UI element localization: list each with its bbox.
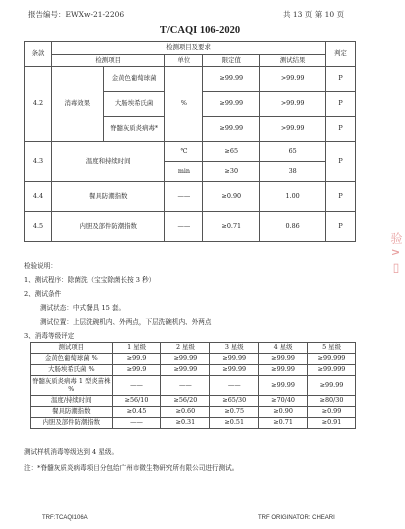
- judgement: P: [326, 117, 356, 142]
- unit-celsius: ℃: [165, 142, 203, 162]
- grade-cell: ≥0.60: [161, 407, 210, 418]
- limit-value: ≥0.71: [203, 212, 260, 242]
- note-test-conditions: 2、测试条件: [24, 290, 62, 298]
- note-test-state: 测试状态：中式餐具 15 套。: [40, 304, 126, 312]
- limit-value: ≥30: [203, 162, 260, 182]
- test-value: >99.99: [260, 117, 326, 142]
- conclusion: [24, 448, 364, 473]
- judgement: P: [326, 182, 356, 212]
- sub-item: 大肠埃希氏菌: [103, 92, 165, 117]
- footer-right: TRF ORIGINATOR: CHEARI: [258, 515, 335, 521]
- page-info: 共 13 页 第 10 页: [283, 10, 345, 19]
- grade-cell: ≥99.99: [210, 365, 259, 376]
- grade-cell: ≥56/20: [161, 396, 210, 407]
- item-temperature-duration: 温度和持续时间: [51, 142, 165, 182]
- header-items-requirements: 检测项目及要求: [51, 42, 325, 55]
- clause-4-3: 4.3: [25, 142, 52, 182]
- sub-item: 脊髓灰质炎病毒*: [103, 117, 165, 142]
- header-test-item: 检测项目: [51, 55, 165, 67]
- item-liner-moisture-index: 内胆及部件防潮指数: [51, 212, 165, 242]
- grade-cell: ≥99.99: [308, 376, 356, 396]
- stamp-fragment: 验 ∧ ▯: [389, 232, 403, 275]
- grade-row-label: 金黄色葡萄球菌 %: [31, 354, 113, 365]
- grade-header: 1 星级: [112, 343, 161, 354]
- conclusion-grade: 测试样机消毒等级达到 4 星级。: [24, 448, 119, 456]
- test-value: >99.99: [260, 92, 326, 117]
- grade-table: [30, 342, 356, 429]
- clause-4-2: 4.2: [25, 67, 52, 142]
- grade-cell: ≥99.99: [161, 365, 210, 376]
- limit-value: ≥99.99: [203, 117, 260, 142]
- document-title: T/CAQI 106-2020: [159, 25, 241, 36]
- header-unit: 单位: [165, 55, 203, 67]
- grade-row-label: 大肠埃希氏菌 %: [31, 365, 113, 376]
- item-tableware-moisture-index: 餐具防潮指数: [51, 182, 165, 212]
- header-clause: 条款: [25, 42, 52, 67]
- limit-value: ≥99.99: [203, 67, 260, 92]
- grade-row-label: 内胆及部件防潮指数: [31, 418, 113, 429]
- grade-cell: ≥70/40: [259, 396, 308, 407]
- grade-cell: ≥99.9: [112, 365, 161, 376]
- inspection-notes: [24, 262, 364, 341]
- grade-cell: ≥0.45: [112, 407, 161, 418]
- grade-cell: ≥65/30: [210, 396, 259, 407]
- grade-header: 5 星级: [308, 343, 356, 354]
- item-disinfection-effect: 消毒效果: [51, 67, 103, 142]
- conclusion-subcontract-note: 注：*脊髓灰质炎病毒项目分包给广州市微生物研究所有限公司进行测试。: [24, 464, 239, 472]
- judgement: P: [326, 212, 356, 242]
- test-result-table: [24, 41, 356, 242]
- test-value: 1.00: [260, 182, 326, 212]
- grade-header: 测试项目: [31, 343, 113, 354]
- note-test-position: 测试位置：上层洗碗机内、外两点，下层洗碗机内、外两点: [40, 318, 212, 326]
- grade-cell: ≥0.71: [259, 418, 308, 429]
- grade-cell: ——: [161, 376, 210, 396]
- judgement: P: [326, 142, 356, 182]
- grade-row-label: 温度/持续时间: [31, 396, 113, 407]
- clause-4-4: 4.4: [25, 182, 52, 212]
- test-value: 0.86: [260, 212, 326, 242]
- report-number: 报告编号：EWXw-21-2206: [28, 10, 125, 19]
- test-value: 38: [260, 162, 326, 182]
- footer-left: TRF:TCAQI106A: [42, 515, 88, 521]
- grade-cell: ≥0.99: [308, 407, 356, 418]
- notes-heading: 检验说明：: [24, 262, 57, 270]
- sub-item: 金黄色葡萄球菌: [103, 67, 165, 92]
- test-value: 65: [260, 142, 326, 162]
- note-grade-evaluation: 3、消毒等级评定: [24, 332, 75, 340]
- grade-header: 4 星级: [259, 343, 308, 354]
- grade-cell: ≥0.75: [210, 407, 259, 418]
- header-limit: 限定值: [203, 55, 260, 67]
- limit-value: ≥0.90: [203, 182, 260, 212]
- grade-cell: ——: [112, 418, 161, 429]
- grade-cell: ——: [210, 376, 259, 396]
- grade-cell: ≥99.9: [112, 354, 161, 365]
- grade-row-label: 脊髓灰质炎病毒 1 型炎苗株 %: [31, 376, 113, 396]
- grade-cell: ≥99.999: [308, 365, 356, 376]
- grade-header: 3 星级: [210, 343, 259, 354]
- grade-row-label: 餐具防潮指数: [31, 407, 113, 418]
- grade-cell: ≥99.99: [259, 365, 308, 376]
- grade-cell: ≥0.51: [210, 418, 259, 429]
- judgement: P: [326, 92, 356, 117]
- clause-4-5: 4.5: [25, 212, 52, 242]
- test-value: >99.99: [260, 67, 326, 92]
- grade-cell: ≥0.31: [161, 418, 210, 429]
- header-judgement: 判定: [326, 42, 356, 67]
- grade-cell: ≥99.99: [259, 354, 308, 365]
- grade-cell: ≥0.90: [259, 407, 308, 418]
- judgement: P: [326, 67, 356, 92]
- unit-dash: ——: [165, 212, 203, 242]
- limit-value: ≥99.99: [203, 92, 260, 117]
- grade-cell: ≥99.99: [161, 354, 210, 365]
- grade-cell: ≥0.91: [308, 418, 356, 429]
- limit-value: ≥65: [203, 142, 260, 162]
- grade-cell: ≥56/10: [112, 396, 161, 407]
- grade-header: 2 星级: [161, 343, 210, 354]
- unit-dash: ——: [165, 182, 203, 212]
- grade-cell: ≥80/30: [308, 396, 356, 407]
- unit-minutes: min: [165, 162, 203, 182]
- grade-cell: ≥99.999: [308, 354, 356, 365]
- header-test-result: 测试结果: [260, 55, 326, 67]
- grade-cell: ≥99.99: [259, 376, 308, 396]
- unit-percent: %: [165, 67, 203, 142]
- note-test-program: 1、测试程序：除菌洗（宝宝除菌长按 3 秒）: [24, 276, 156, 284]
- grade-cell: ≥99.99: [210, 354, 259, 365]
- grade-cell: ——: [112, 376, 161, 396]
